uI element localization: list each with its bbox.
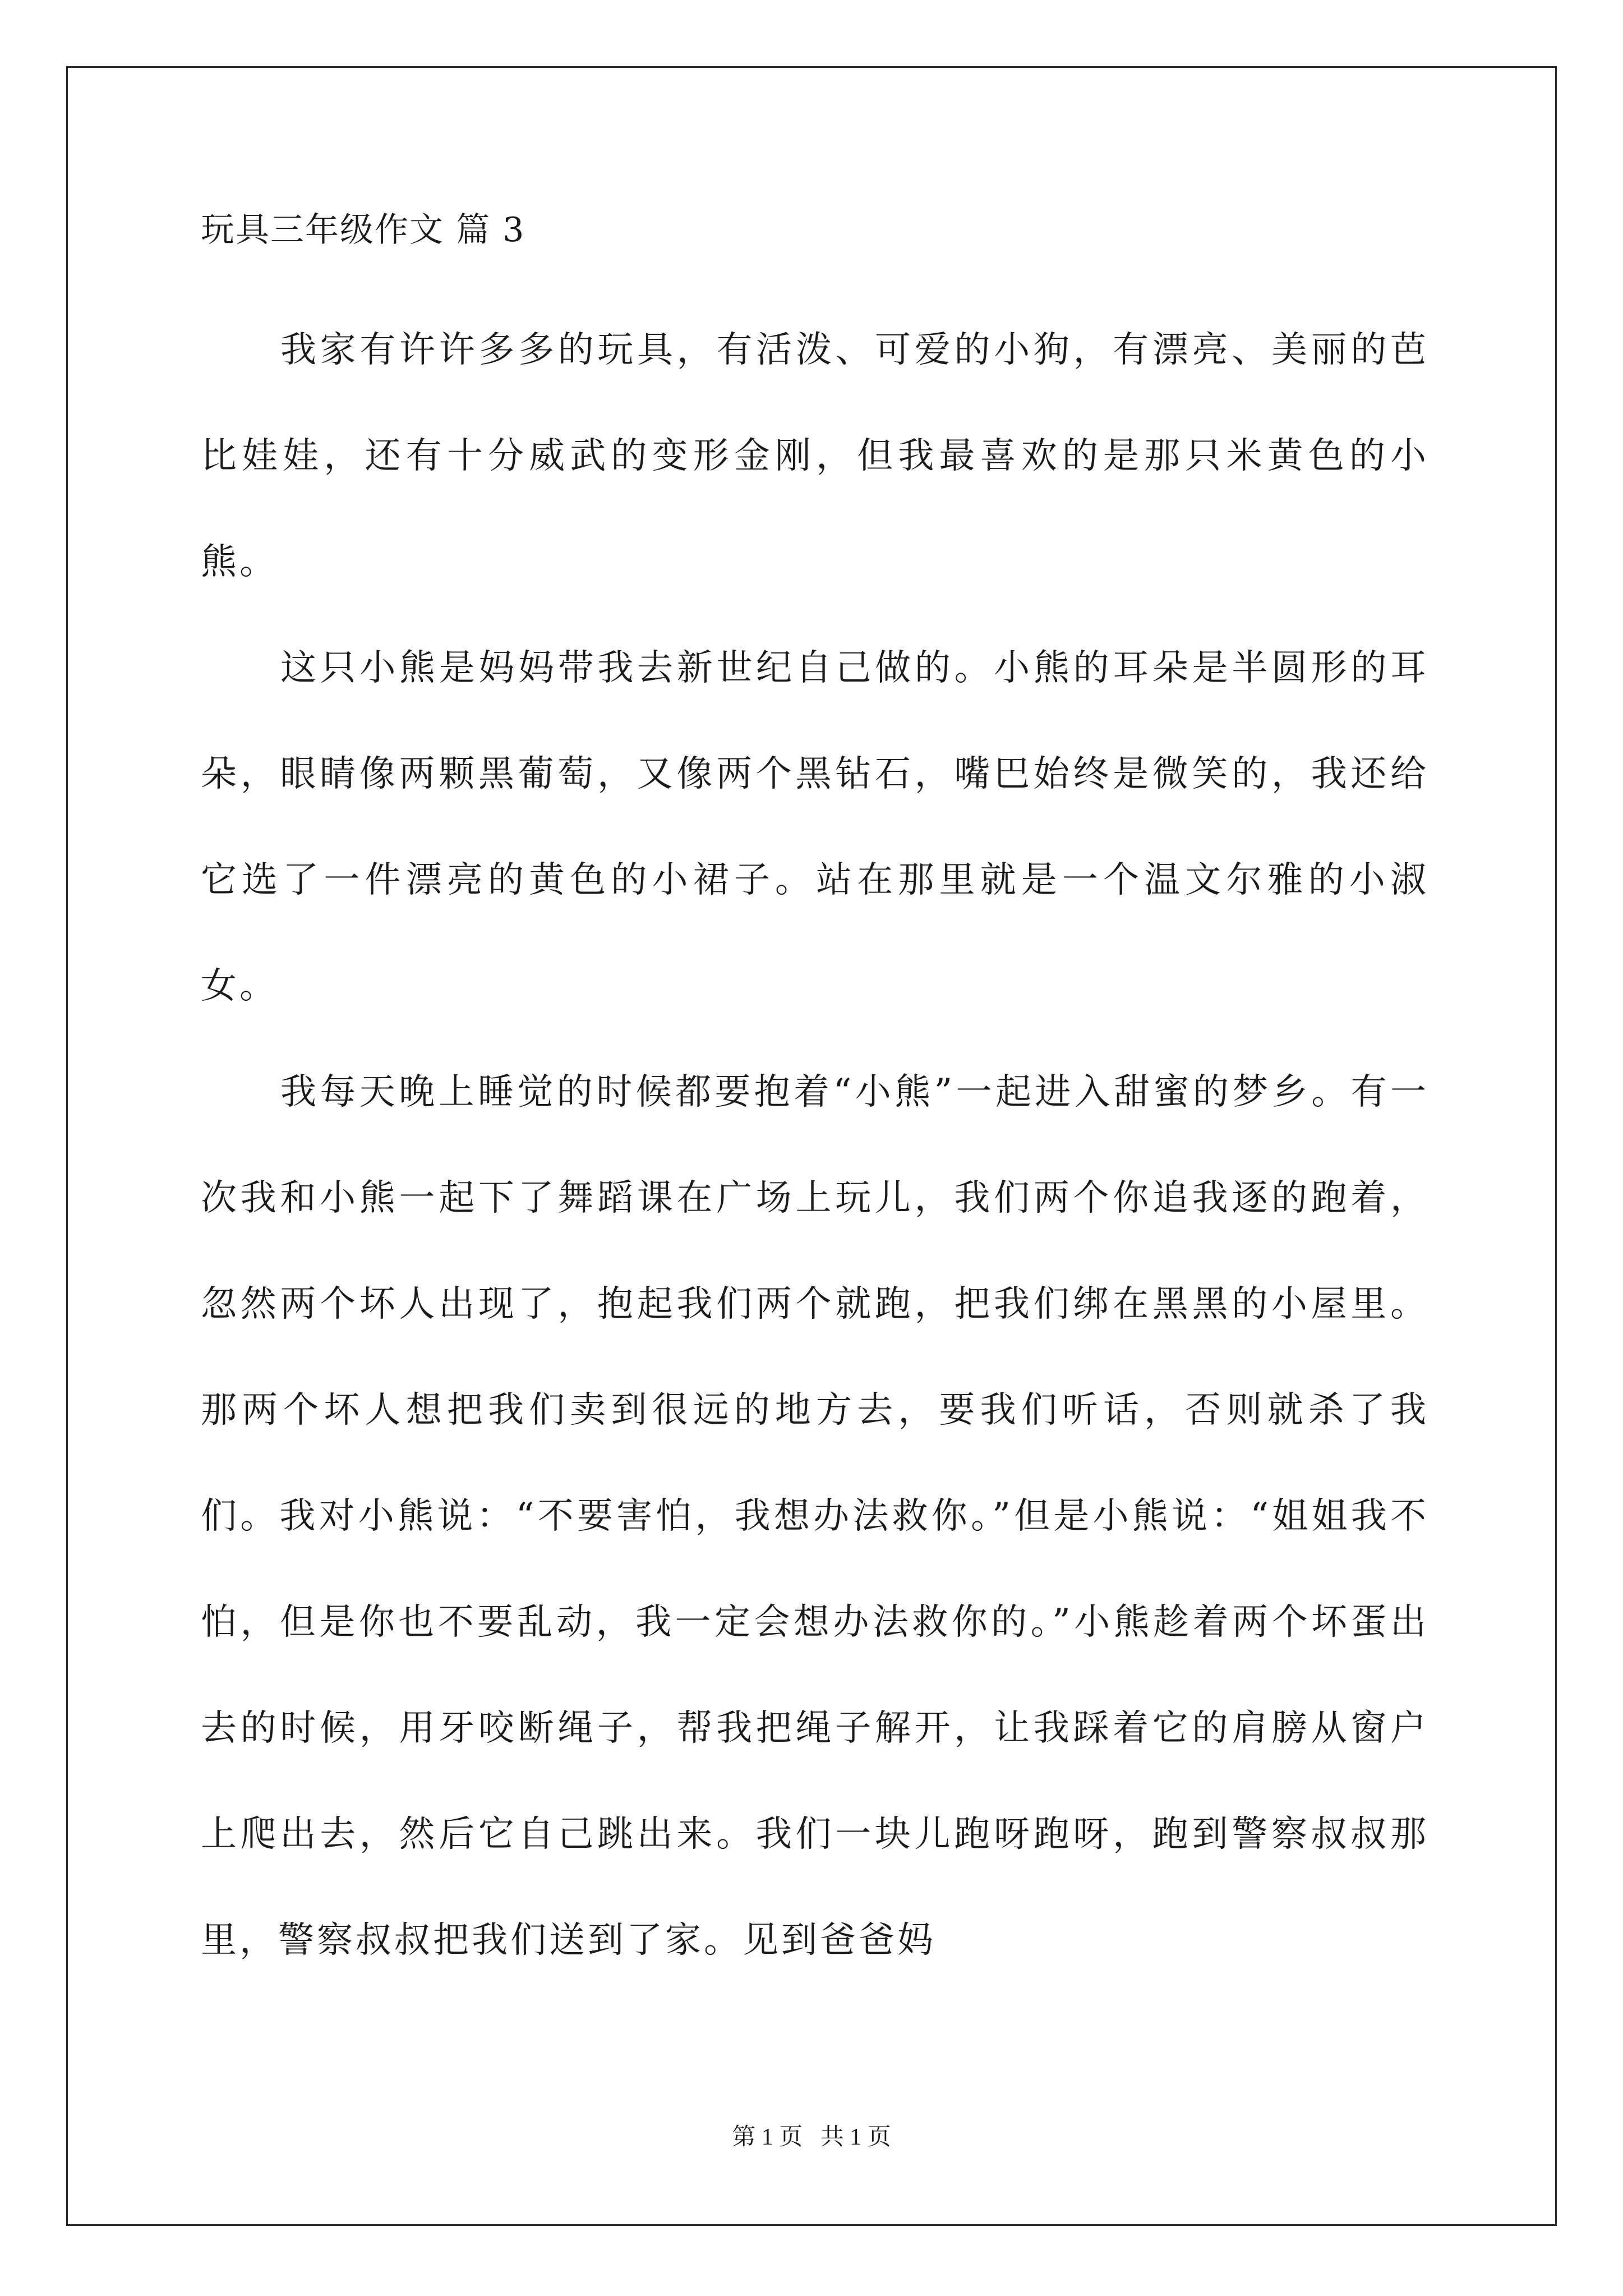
- paragraph: 我每天晚上睡觉的时候都要抱着“小熊”一起进入甜蜜的梦乡。有一次我和小熊一起下了舞蹈课在广场上玩儿，我们两个你追我逐的跑着，忽然两个坏人出现了，抱起我们两个就跑，把我们绑在黑黑的小屋里。那两个坏人想把我们卖到很远的地方去，要我们听话，否则就杀了我们。我对小熊说：“不要害怕，我想办法救你。”但是小熊说：“姐姐我不怕，但是你也不要乱动，我一定会想办法救你的。”小熊趁着两个坏蛋出去的时候，用牙咬断绳子，帮我把绳子解开，让我踩着它的肩膀从窗户上爬出去，然后它自己跳出来。我们一块儿跑呀跑呀，跑到警察叔叔那里，警察叔叔把我们送到了家。见到爸爸妈: [201, 1071, 1429, 1961]
- paragraph: 这只小熊是妈妈带我去新世纪自己做的。小熊的耳朵是半圆形的耳朵，眼睛像两颗黑葡萄，又像两个黑钻石，嘴巴始终是微笑的，我还给它选了一件漂亮的黄色的小裙子。站在那里就是一个温文尔雅的小淑女。: [201, 647, 1429, 1007]
- document-title: 玩具三年级作文 篇 3: [201, 210, 525, 250]
- paragraph: 我家有许许多多的玩具，有活泼、可爱的小狗，有漂亮、美丽的芭比娃娃，还有十分威武的变形金刚，但我最喜欢的是那只米黄色的小熊。: [201, 329, 1429, 583]
- document-body: [201, 208, 1429, 1994]
- page-footer: 第 1 页 共 1 页: [732, 2124, 891, 2150]
- essay-text: [201, 297, 1429, 1994]
